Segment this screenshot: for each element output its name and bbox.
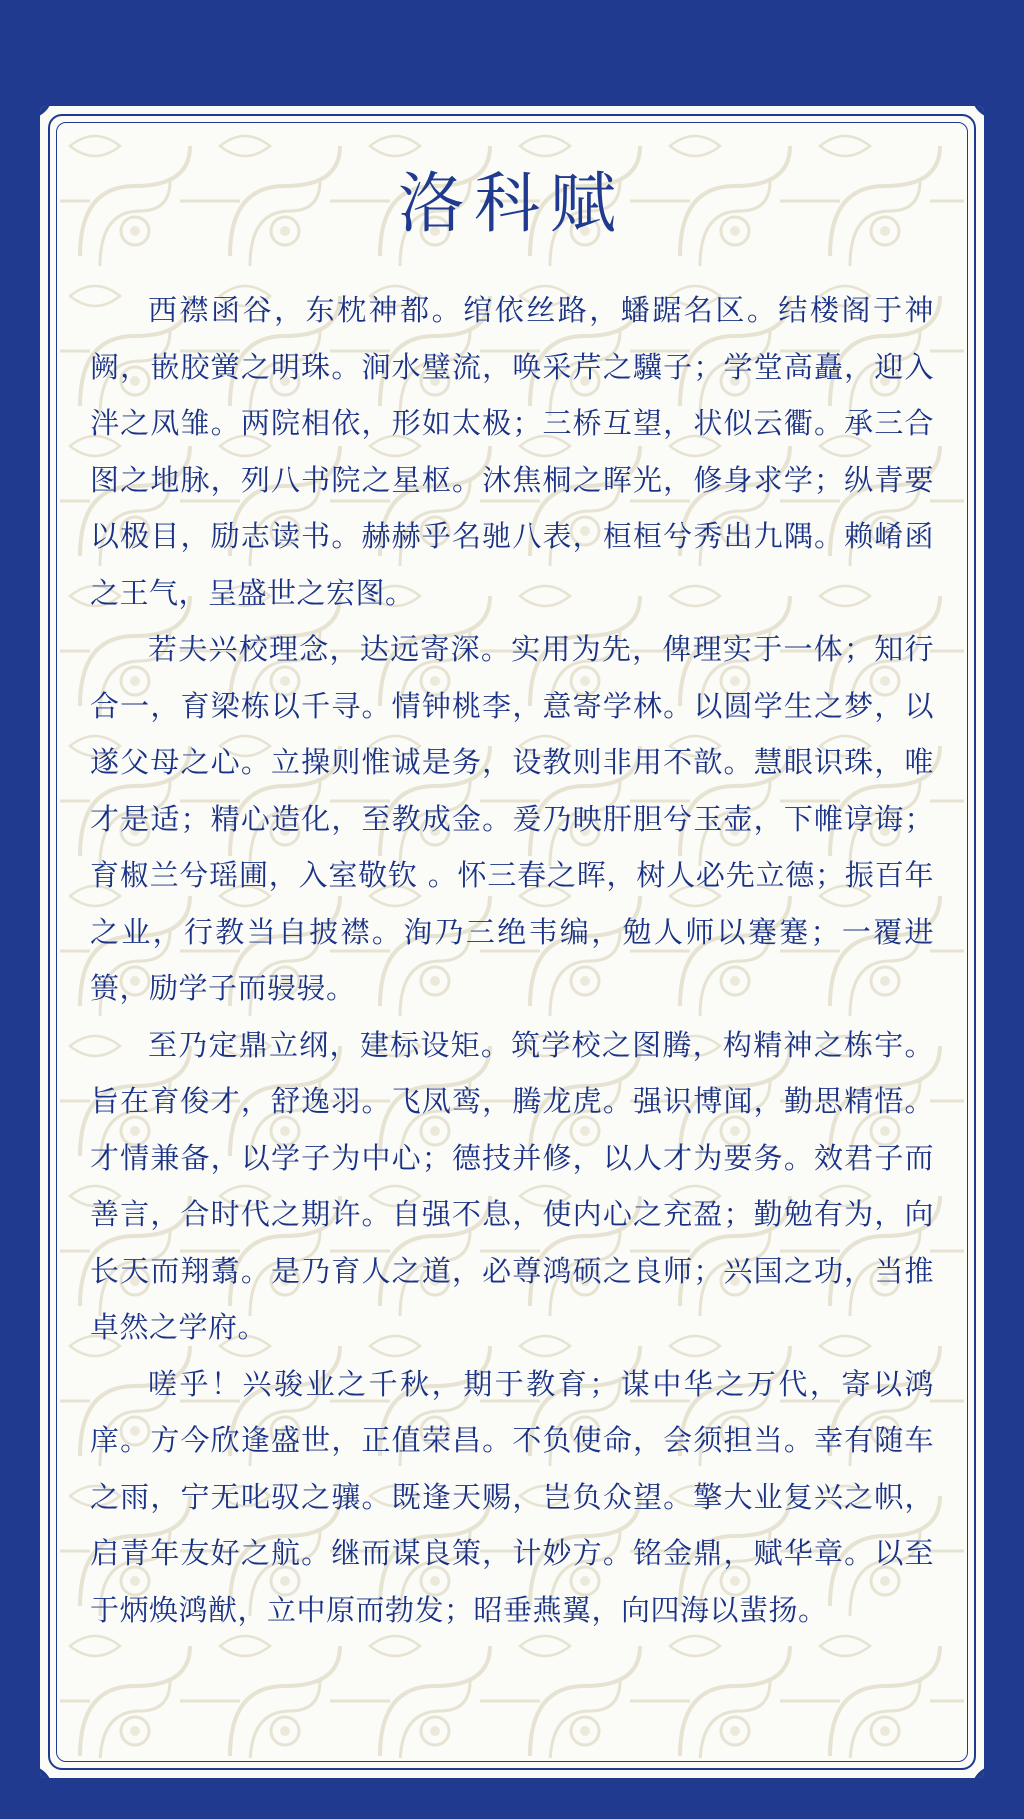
corner-ornament	[40, 1765, 53, 1778]
poem-panel	[40, 106, 984, 1778]
paragraph: 至乃定鼎立纲，建标设矩。筑学校之图腾，构精神之栋宇。旨在育俊才，舒逸羽。飞凤鸾，腾龙虎。强识博闻，勤思精悟。才情兼备，以学子为中心；德技并修，以人才为要务。效君子而善言，合时代之期许。自强不息，使内心之充盈；勤勉有为，向长天而翔翥。是乃育人之道，必尊鸿硕之良师；兴国之功，当推卓然之学府。	[90, 1027, 934, 1344]
paragraph: 嗟乎！兴骏业之千秋，期于教育；谋中华之万代，寄以鸿庠。方今欣逢盛世，正值荣昌。不负使命，会须担当。幸有随车之雨，宁无叱驭之骧。既逢天赐，岂负众望。擎大业复兴之帜，启青年友好之航。继而谋良策，计妙方。铭金鼎，赋华章。以至于炳焕鸿猷，立中原而勃发；昭垂燕翼，向四海以蜚扬。	[90, 1366, 934, 1627]
page-title: 洛科赋	[398, 165, 626, 242]
poem-body	[90, 282, 934, 1638]
paragraph: 若夫兴校理念，达远寄深。实用为先，俾理实于一体；知行合一，育梁栋以千寻。情钟桃李，意寄学林。以圆学生之梦，以遂父母之心。立操则惟诚是务，设教则非用不歆。慧眼识珠，唯才是适；精心造化，至教成金。爰乃映肝胆兮玉壶，下帷谆诲；育椒兰兮瑶圃，入室敬钦 。怀三春之晖，树人必先立德；振百年之业，行教当自披襟。洵乃三绝韦编，勉人师以蹇蹇；一覆进篑，励学子而骎骎。	[90, 632, 934, 1005]
corner-ornament	[40, 106, 53, 119]
corner-ornament	[971, 106, 984, 119]
paragraph: 西襟函谷，东枕神都。绾依丝路，蟠踞名区。结楼阁于神阙，嵌胶黉之明珠。涧水璧流，唤采芹之驥子；学堂高矗，迎入泮之凤雏。两院相依，形如太极；三桥互望，状似云衢。承三合图之地脉，列八书院之星枢。沐焦桐之晖光，修身求学；纵青要以极目，励志读书。赫赫乎名驰八表，桓桓兮秀出九隅。赖崤函之王气，呈盛世之宏图。	[90, 293, 934, 610]
corner-ornament	[971, 1765, 984, 1778]
